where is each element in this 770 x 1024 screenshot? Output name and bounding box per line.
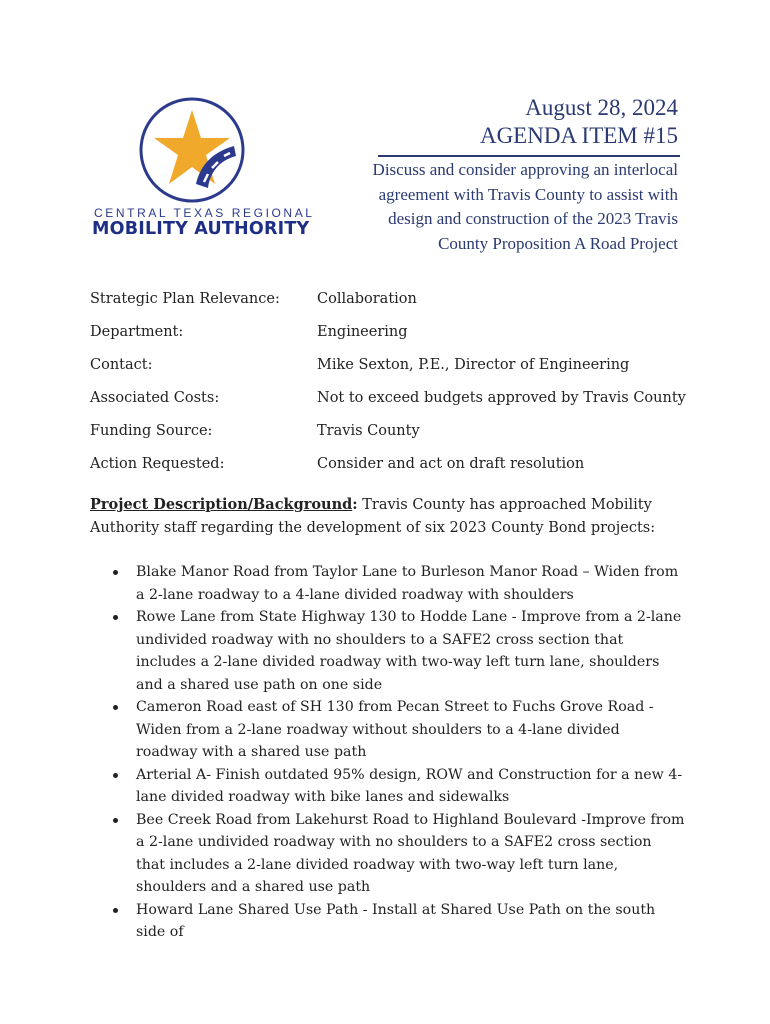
logo-line2: MOBILITY AUTHORITY: [92, 219, 310, 239]
logo-line1: CENTRAL TEXAS REGIONAL: [94, 206, 315, 220]
meta-value: Collaboration: [317, 291, 417, 307]
project-description-text: Travis County has approached Mobility Authority staff regarding the development of six 2023 County Bond projects:: [90, 497, 656, 536]
meta-value: Travis County: [317, 423, 420, 439]
list-item: Howard Lane Shared Use Path - Install at Shared Use Path on the south side of: [90, 899, 685, 944]
meta-label: Contact:: [90, 357, 153, 373]
logo: [92, 96, 315, 246]
meta-row-strategic-plan: [90, 291, 690, 324]
meta-label: Associated Costs:: [90, 390, 220, 406]
list-item: Arterial A- Finish outdated 95% design, ROW and Construction for a new 4-lane divided roadway with bike lanes and sidewalks: [90, 764, 685, 809]
meta-label: Action Requested:: [90, 456, 225, 472]
list-item: Cameron Road east of SH 130 from Pecan Street to Fuchs Grove Road - Widen from a 2-lane roadway without shoulders to a 4-lane divided roadway with a shared use path: [90, 696, 685, 764]
header: [480, 94, 678, 150]
meta-value: Engineering: [317, 324, 408, 340]
meta-value: Mike Sexton, P.E., Director of Engineering: [317, 357, 630, 373]
meeting-date: August 28, 2024: [525, 95, 678, 120]
list-item: Blake Manor Road from Taylor Lane to Burleson Manor Road – Widen from a 2-lane roadway to a 4-lane divided roadway with shoulders: [90, 561, 685, 606]
meta-label: Department:: [90, 324, 184, 340]
agenda-meta-table: [90, 291, 690, 489]
project-list: [90, 561, 685, 944]
meta-row-associated-costs: [90, 390, 690, 423]
header-divider: [378, 155, 680, 157]
meta-value: Not to exceed budgets approved by Travis County: [317, 390, 686, 406]
project-description: [90, 493, 680, 540]
meta-value: Consider and act on draft resolution: [317, 456, 585, 472]
list-item: Rowe Lane from State Highway 130 to Hodde Lane - Improve from a 2-lane undivided roadway with no shoulders to a SAFE2 cross section that includes a 2-lane divided roadway with two-way left turn lane, shoulders and a shared use path on one side: [90, 606, 685, 696]
meta-row-action-requested: [90, 456, 690, 489]
meta-row-department: [90, 324, 690, 357]
agenda-item-title: Discuss and consider approving an interlocal agreement with Travis County to assist with design and construction of the 2023 Travis County Proposition A Road Project: [372, 160, 678, 253]
meta-row-funding-source: [90, 423, 690, 456]
list-item: Bee Creek Road from Lakehurst Road to Highland Boulevard -Improve from a 2-lane undivided roadway with no shoulders to a SAFE2 cross section that includes a 2-lane divided roadway with two-way left turn lane, shoulders and a shared use path: [90, 809, 685, 899]
meta-label: Strategic Plan Relevance:: [90, 291, 280, 307]
project-description-heading: Project Description/Background: [90, 496, 353, 513]
meta-label: Funding Source:: [90, 423, 213, 439]
agenda-item-number: AGENDA ITEM #15: [479, 123, 678, 148]
star-road-icon: [138, 96, 246, 204]
meta-row-contact: [90, 357, 690, 390]
heading-colon: :: [352, 496, 358, 513]
